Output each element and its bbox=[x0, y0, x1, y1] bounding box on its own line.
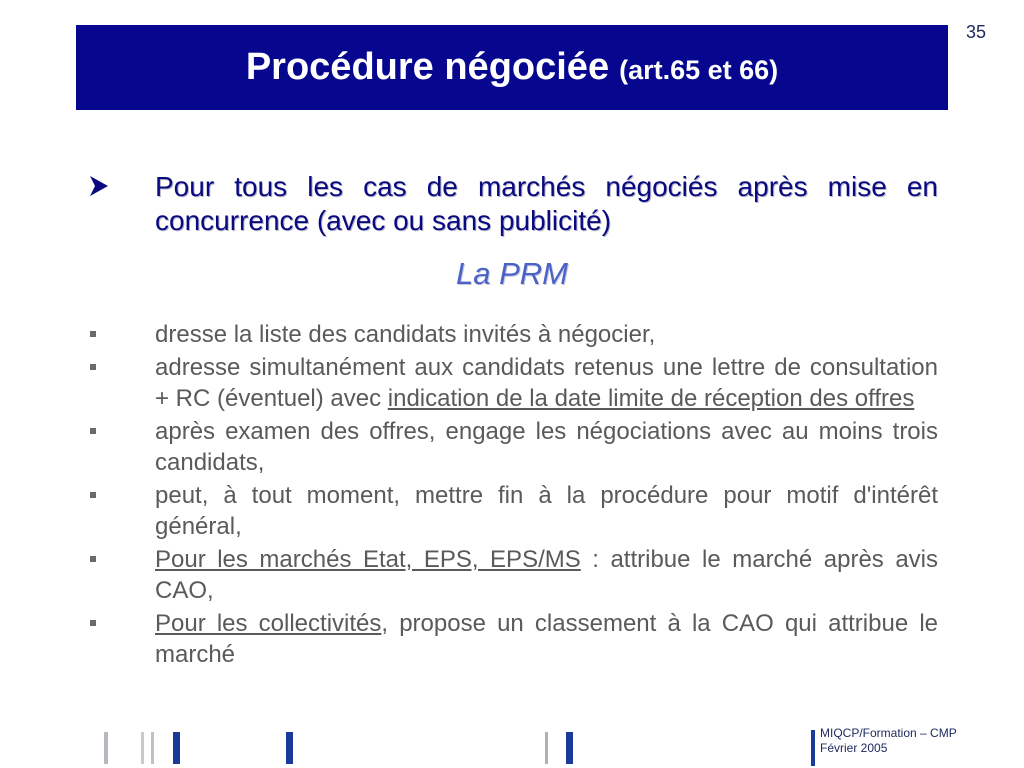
decorative-bar bbox=[811, 730, 815, 766]
bullet-list bbox=[88, 319, 938, 672]
footer-text bbox=[820, 726, 957, 756]
main-point bbox=[88, 170, 938, 238]
prm-heading: La PRM bbox=[456, 256, 568, 291]
list-item bbox=[88, 319, 938, 350]
list-item bbox=[88, 544, 938, 606]
square-bullet-icon bbox=[88, 352, 155, 414]
page-subtitle: (art.65 et 66) bbox=[619, 55, 779, 85]
decorative-bar bbox=[545, 732, 548, 764]
footer-line-1: MIQCP/Formation – CMP bbox=[820, 726, 957, 740]
list-item bbox=[88, 416, 938, 478]
bullet-text: Pour les marchés Etat, EPS, EPS/MS : attribue le marché après avis CAO, bbox=[155, 546, 939, 604]
decorative-bar bbox=[141, 732, 144, 764]
bullet-text: dresse la liste des candidats invités à négocier, bbox=[155, 321, 656, 348]
square-bullet-icon bbox=[88, 608, 155, 670]
slide-number: 35 bbox=[965, 22, 986, 42]
list-item bbox=[88, 352, 938, 414]
square-bullet-icon bbox=[88, 416, 155, 478]
underlined-text: Pour les marchés Etat, EPS, EPS/MS bbox=[155, 546, 581, 573]
decorative-bar bbox=[286, 732, 293, 764]
bullet-text: adresse simultanément aux candidats retenus une lettre de consultation + RC (éventuel) avec indication de la date limite de réception des offres bbox=[155, 354, 938, 412]
square-bullet-icon bbox=[88, 544, 155, 606]
footer-line-2: Février 2005 bbox=[820, 741, 888, 755]
underlined-text: indication de la date limite de réception des offres bbox=[387, 385, 915, 412]
decorative-bar bbox=[566, 732, 573, 764]
bullet-text: Pour les collectivités, propose un classement à la CAO qui attribue le marché bbox=[155, 610, 939, 668]
square-bullet-icon bbox=[88, 480, 155, 542]
bullet-text: après examen des offres, engage les négociations avec au moins trois candidats, bbox=[155, 418, 938, 476]
main-point-text: Pour tous les cas de marchés négociés après mise en concurrence (avec ou sans publicité) bbox=[155, 171, 938, 236]
list-item bbox=[88, 608, 938, 670]
page-title: Procédure négociée bbox=[245, 46, 610, 88]
decorative-bar bbox=[173, 732, 180, 764]
square-bullet-icon bbox=[88, 319, 155, 350]
decorative-bar bbox=[104, 732, 108, 764]
bullet-text: peut, à tout moment, mettre fin à la procédure pour motif d'intérêt général, bbox=[155, 482, 938, 540]
list-item bbox=[88, 480, 938, 542]
underlined-text: Pour les collectivités bbox=[155, 610, 382, 637]
decorative-bar bbox=[151, 732, 154, 764]
title-bar bbox=[76, 25, 948, 110]
arrow-right-icon bbox=[88, 170, 155, 238]
